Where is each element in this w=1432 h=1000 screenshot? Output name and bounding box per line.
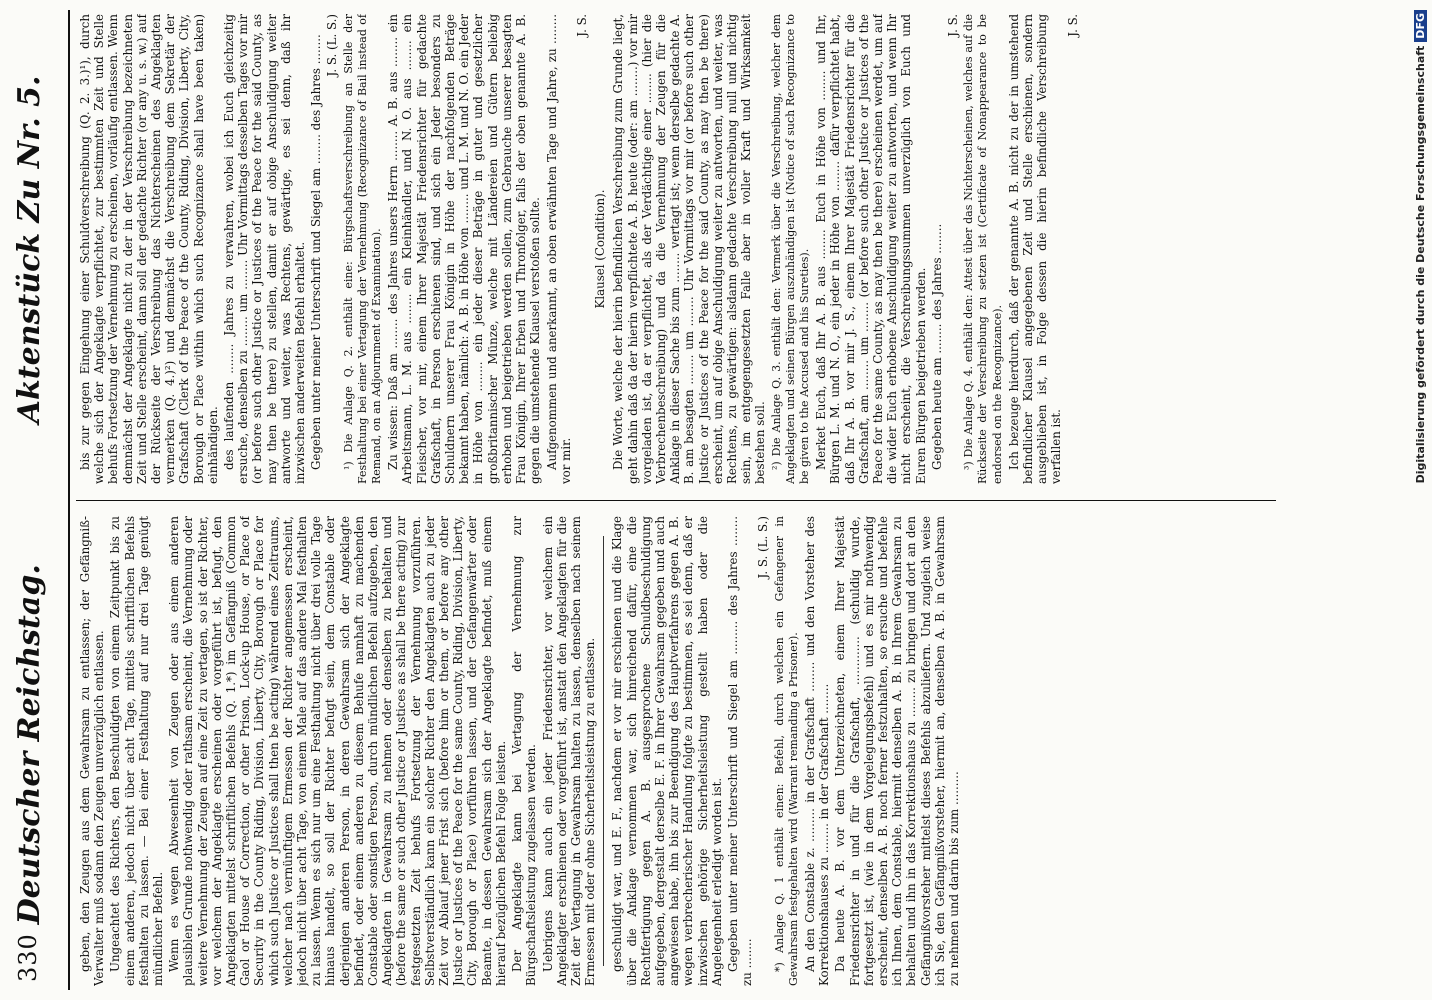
section-rule xyxy=(603,536,604,966)
footnote: *) Anlage Q. 1 enthält einen: Befehl, durch welchen ein Gefangener in Gewahrsam festgehalten wird (Warrant remanding a Prisoner). xyxy=(772,516,800,986)
paragraph: Ich bezeuge hierdurch, daß der genannte A. B. nicht zu der in umstehend befindlicher Klausel angegebenen Zeit und Stelle erschienen, sondern ausgeblieben ist, in Folge dessen die hierin befindliche Verschreibung verfallen ist. xyxy=(1006,14,1064,484)
signature: J. S. (L. S.) xyxy=(756,516,771,579)
paragraph: Der Angeklagte kann bei Vertagung der Vernehmung zur Bürgschaftsleistung zugelassen werden. xyxy=(510,516,539,986)
header-rule xyxy=(68,10,70,990)
signature: J. S. (L. S.) xyxy=(325,14,340,77)
running-title xyxy=(12,0,47,1000)
footnote: ²) Die Anlage Q. 3. enthält den: Vermerk über die Verschreibung, welcher dem Angeklagten und seinen Bürgen auszuhändigen ist (Notice of such Recognizance to be given to the Accused and his Sureties). xyxy=(769,14,811,484)
publication-title: Deutscher Reichstag. xyxy=(12,564,47,925)
paragraph: Ungeachtet des Richters, den Beschuldigten von einem Zeitpunkt bis zu einem anderen, jedoch nicht über acht Tage, mittels schriftlichen Befehls festhalten zu lassen. — Bei einer Festhaltung auf nur drei Tage genügt mündlicher Befehl. xyxy=(108,516,166,986)
footnote: ¹) Die Anlage Q. 2. enthält eine: Bürgschaftsverschreibung an Stelle der Festhaltung bei einer Vertagung der Vernehmung (Recognizance of Bail instead of Remand, on an Adjournment of Examination). xyxy=(341,14,384,484)
paragraph: Uebrigens kann auch ein jeder Friedensrichter, vor welchem ein Angeklagter erschienen oder vorgeführt ist, anstatt den Angeklagten für die Zeit der Vertagung in Gewahrsam halten zu lassen, denselben nach seinem Ermessen mit oder ohne Sicherheitsleistung zu entlassen. xyxy=(540,516,598,986)
paragraph: Gegeben heute am ........ des Jahres ........ xyxy=(929,223,944,470)
page-header xyxy=(0,0,72,1000)
paragraph: Gegeben unter meiner Unterschrift und Siegel am ......... des Jahres ........ zu ........ xyxy=(725,516,755,986)
paragraph: bis zur gegen Eingehung einer Schuldverschreibung (Q. 2. 3.)¹), durch welche sich der Angeklagte verpflichtet, zur bestimmten Zeit und Stelle behufs Fortsetzung der Vernehmung zu erscheinen, vorläufig entlassen. Wenn demnächst der Angeklagte nicht zu der in der Verschreibung bezeichneten Zeit und Stelle erscheint, dann soll der gedachte Richter (or any u. s. w.) auf der Rückseite der Verschreibung das Nichterscheinen des Angeklagten vermerken (Q. 4.)²) und demnächst die Verschreibung dem Sekretär der Grafschaft (Clerk of the Peace of the County, Riding, Division, Liberty, City, Borough or Place within which such Recognizance shall have been taken) einhändigen. xyxy=(78,14,220,484)
section-title: Aktenstück Zu Nr. 5. xyxy=(12,75,47,424)
page-footer xyxy=(1414,0,1430,1000)
paragraph: Wenn es wegen Abwesenheit von Zeugen oder aus einem anderen plausiblen Grunde nothwendig oder rathsam erscheint, die Vernehmung oder weitere Vernehmung der Zeugen auf eine Zeit zu vertagen, so ist der Richter, vor welchem der Angeklagte erscheinen oder vorgeführt ist, befugt, den Angeklagten mittelst schriftlichen Befehls (Q. 1.*) im Gefängniß (Common Gaol or House of Correction, or other Prison, Lock-up House, or Place of Security in the County Riding, Division, Liberty, City, Borough or Place for which such Justice or Justices shall then be acting) während eines Zeitraums, welcher nach vernünftigem Ermessen der Richter angemessen erscheint, jedoch nicht über acht Tage, von einem Male auf das andere Mal festhalten zu lassen. Wenn es sich nur um eine Festhaltung nicht über drei volle Tage hinaus handelt, so soll der Richter befugt sein, dem Constable oder derjenigen anderen Person, in deren Gewahrsam sich der Angeklagte befindet, oder einem anderen zu diesem Behufe namhaft zu machenden Constable oder sonstigen Person, durch mündlichen Befehl aufzugeben, den Angeklagten in Gewahrsam zu nehmen oder denselben zu behalten und (before the same or such other Justice or Justices as shall be there acting) zur festgesetzten Zeit behufs Fortsetzung der Vernehmung vorzuführen. Selbstverständlich kann ein solcher Richter den Angeklagten auch zu jeder Zeit vor Ablauf jener Frist sich (before him or them, or before any other Justice or Justices of the Peace for the same County, Riding, Division, Liberty, City, Borough or Place) vorführen lassen, und der Gefangenwärter oder Beamte, in dessen Gewahrsam sich der Angeklagte befindet, muß einem hierauf bezüglichen Befehl Folge leisten. xyxy=(167,516,508,986)
paragraph: Zu wissen: Daß am ........ des Jahres unsers Herrn ........ A. B. aus ........ ein Arbeitsmann, L. M. aus ........ ein Kleinhändler, und N. O. aus ........ ein Fleischer, vor mir, einem Ihrer Majestät Friedensrichter für gedachte Grafschaft, in Person erschienen sind, und sich ein Jeder besonders zu Schuldnern unserer Frau Königin in Höhe der nachfolgenden Beträge bekannt haben, nämlich: A. B. in Höhe von ........ und L. M. und N. O. ein Jeder in Höhe von ........ ein jeder dieser Beträge in guter und gesetzlicher großbritannischer Münze, welche mit Ländereien und Gütern beliebig erhoben und beigetrieben werden sollen, zum Gebrauche unserer besagten Frau Königin, Ihrer Erben und Thronfolger, falls der oben genannte A. B. gegen die umstehende Klausel verstoßen sollte. xyxy=(386,14,543,484)
paragraph: geschuldigt war, und E. F., nachdem er vor mir erschienen und die Klage über die Anklage vernommen war, sich hinreichend dafür, eine die Rechtfertigung gegen A. B. ausgesprochene Schuldbeschuldigung aufgegeben, dergestalt derselbe E. F. in Ihrer Gewahrsam gegeben und auch angewiesen habe, ihn bis zur Beendigung des Hauptverfahrens gegen A. B. wegen verbrecherischer Handlung folgte zu bestimmen, es sei denn, daß er inzwischen gehörige Sicherheitsleistung gestellt haben oder die Angelegenheit erledigt worden ist. xyxy=(610,516,724,986)
page-number: 330 xyxy=(14,933,42,982)
paragraph: Da heute A. B. vor dem Unterzeichneten, einem Ihrer Majestät Friedensrichter in und für die Grafschaft, ............. (schuldig wurde, fortgesetzt ist, (wie in dem Vorgelegungsbefehl) und es mir nothwendig erscheint, denselben A. B. noch ferner festzuhalten, so ersuche und befehle ich Ihnen, dem Constable, hiermit denselben A. B. in Ihrem Gewahrsam zu behalten und ihn in das Korrektionshaus zu ........ zu bringen und dort an den Gefängnißvorsteher mittelst dieses Befehls abzuliefern. Und zugleich weise ich Sie, den Gefängnißvorsteher, hiermit an, denselben A. B. in Gewahrsam zu nehmen und darin bis zum ......... xyxy=(833,516,961,986)
signature: J. S. xyxy=(1065,14,1080,37)
paragraph: Aufgenommen und anerkannt, an oben erwähnten Tage und Jahre, zu ........ vor mir. xyxy=(544,14,573,484)
credit-text: Digitalisierung gefördert durch die Deutsche Forschungsgemeinschaft xyxy=(1414,45,1427,484)
dfg-logo: DFG xyxy=(1414,10,1427,42)
paragraph: Die Worte, welche der hierin befindlichen Verschreibung zum Grunde liegt, geht dahin daß da der hierin verpflichtete A. B. heute (oder: am ........) vor mir vorgeladen ist, da er verpflichtet, als der Verdächtige einer ........ (hier die Verbrechenbeschreibung) und da die Vernehmung der Zeugen für die Anklage in dieser Sache bis zum ........ vertagt ist; wenn derselbe gedachte A. B. am besagten ........ um ........ Uhr Vormittags vor mir (or before such other Justice or Justices of the Peace for the said County, as may then be there) erscheint, um auf obige Anschuldigung weiter zu antworten, und weiter, was Rechtens, zu gewärtigen: alsdann gedachte Verschreibung null und nichtig sein, im entgegengesetzten Falle aber in voller Kraft und Wirksamkeit bestehen soll. xyxy=(611,14,768,484)
footnote: ³) Die Anlage Q. 4. enthält den: Attest über das Nichterscheinen, welches auf die Rückseite der Verschreibung zu setzen ist (Certificate of Nonappearance to be endorsed on the Recognizance). xyxy=(962,14,1004,484)
column-divider xyxy=(76,500,1276,501)
digitization-credit xyxy=(1414,10,1427,483)
right-column xyxy=(78,14,1258,484)
paragraph: des laufenden ........ Jahres zu verwahren, wobei ich Euch gleichzeitig ersuche, denselben zu ........ um ........ Uhr Vormittags desselben Tages vor mir (or before such other Justice or Justices of the Peace for the said County, as may then be there) zu stellen, damit er auf obige Anschuldigung weiter antworte und weiter, was Rechtens, gewärtige, es sei denn, daß ihr inzwischen anderweiten Befehl erhaltet. xyxy=(222,14,308,484)
centered-heading: Klausel (Condition). xyxy=(593,189,608,309)
paragraph: geben, den Zeugen aus dem Gewahrsam zu entlassen; der Gefängniß-Verwalter muß sodann den Zeugen unverzüglich entlassen. xyxy=(78,516,107,986)
signature: J. S. xyxy=(945,14,960,37)
paragraph: An den Constable z. ......... in der Grafschaft ........ und den Vorsteher des Korrektionshauses zu ........ in der Grafschaft ........ xyxy=(802,516,832,986)
signature: J. S. xyxy=(574,14,589,37)
paragraph: Merket Euch, daß Ihr A. B. aus ........ Euch in Höhe von ........ und Ihr, Bürgen L. M. und N. O., ein jeder in Höhe von ........ dafür verpflichtet habt, daß Ihr A. B. vor mir J. S., einem Ihrer Majestät Friedensrichter für die Grafschaft, am ........ um ........ (or before such other Justice or Justices of the Peace for the same County, as may then be there) erscheinen werdet, um auf die wider Euch erhobene Anschuldigung weiter zu antworten, und wenn Ihr nicht erscheint, die Verschreibungssummen unverzüglich von Euch und Euren Bürgen beigetrieben werden. xyxy=(814,14,928,484)
paragraph: Gegeben unter meiner Unterschrift und Siegel am ........ des Jahres ........ xyxy=(309,34,324,470)
left-column xyxy=(78,516,1258,986)
